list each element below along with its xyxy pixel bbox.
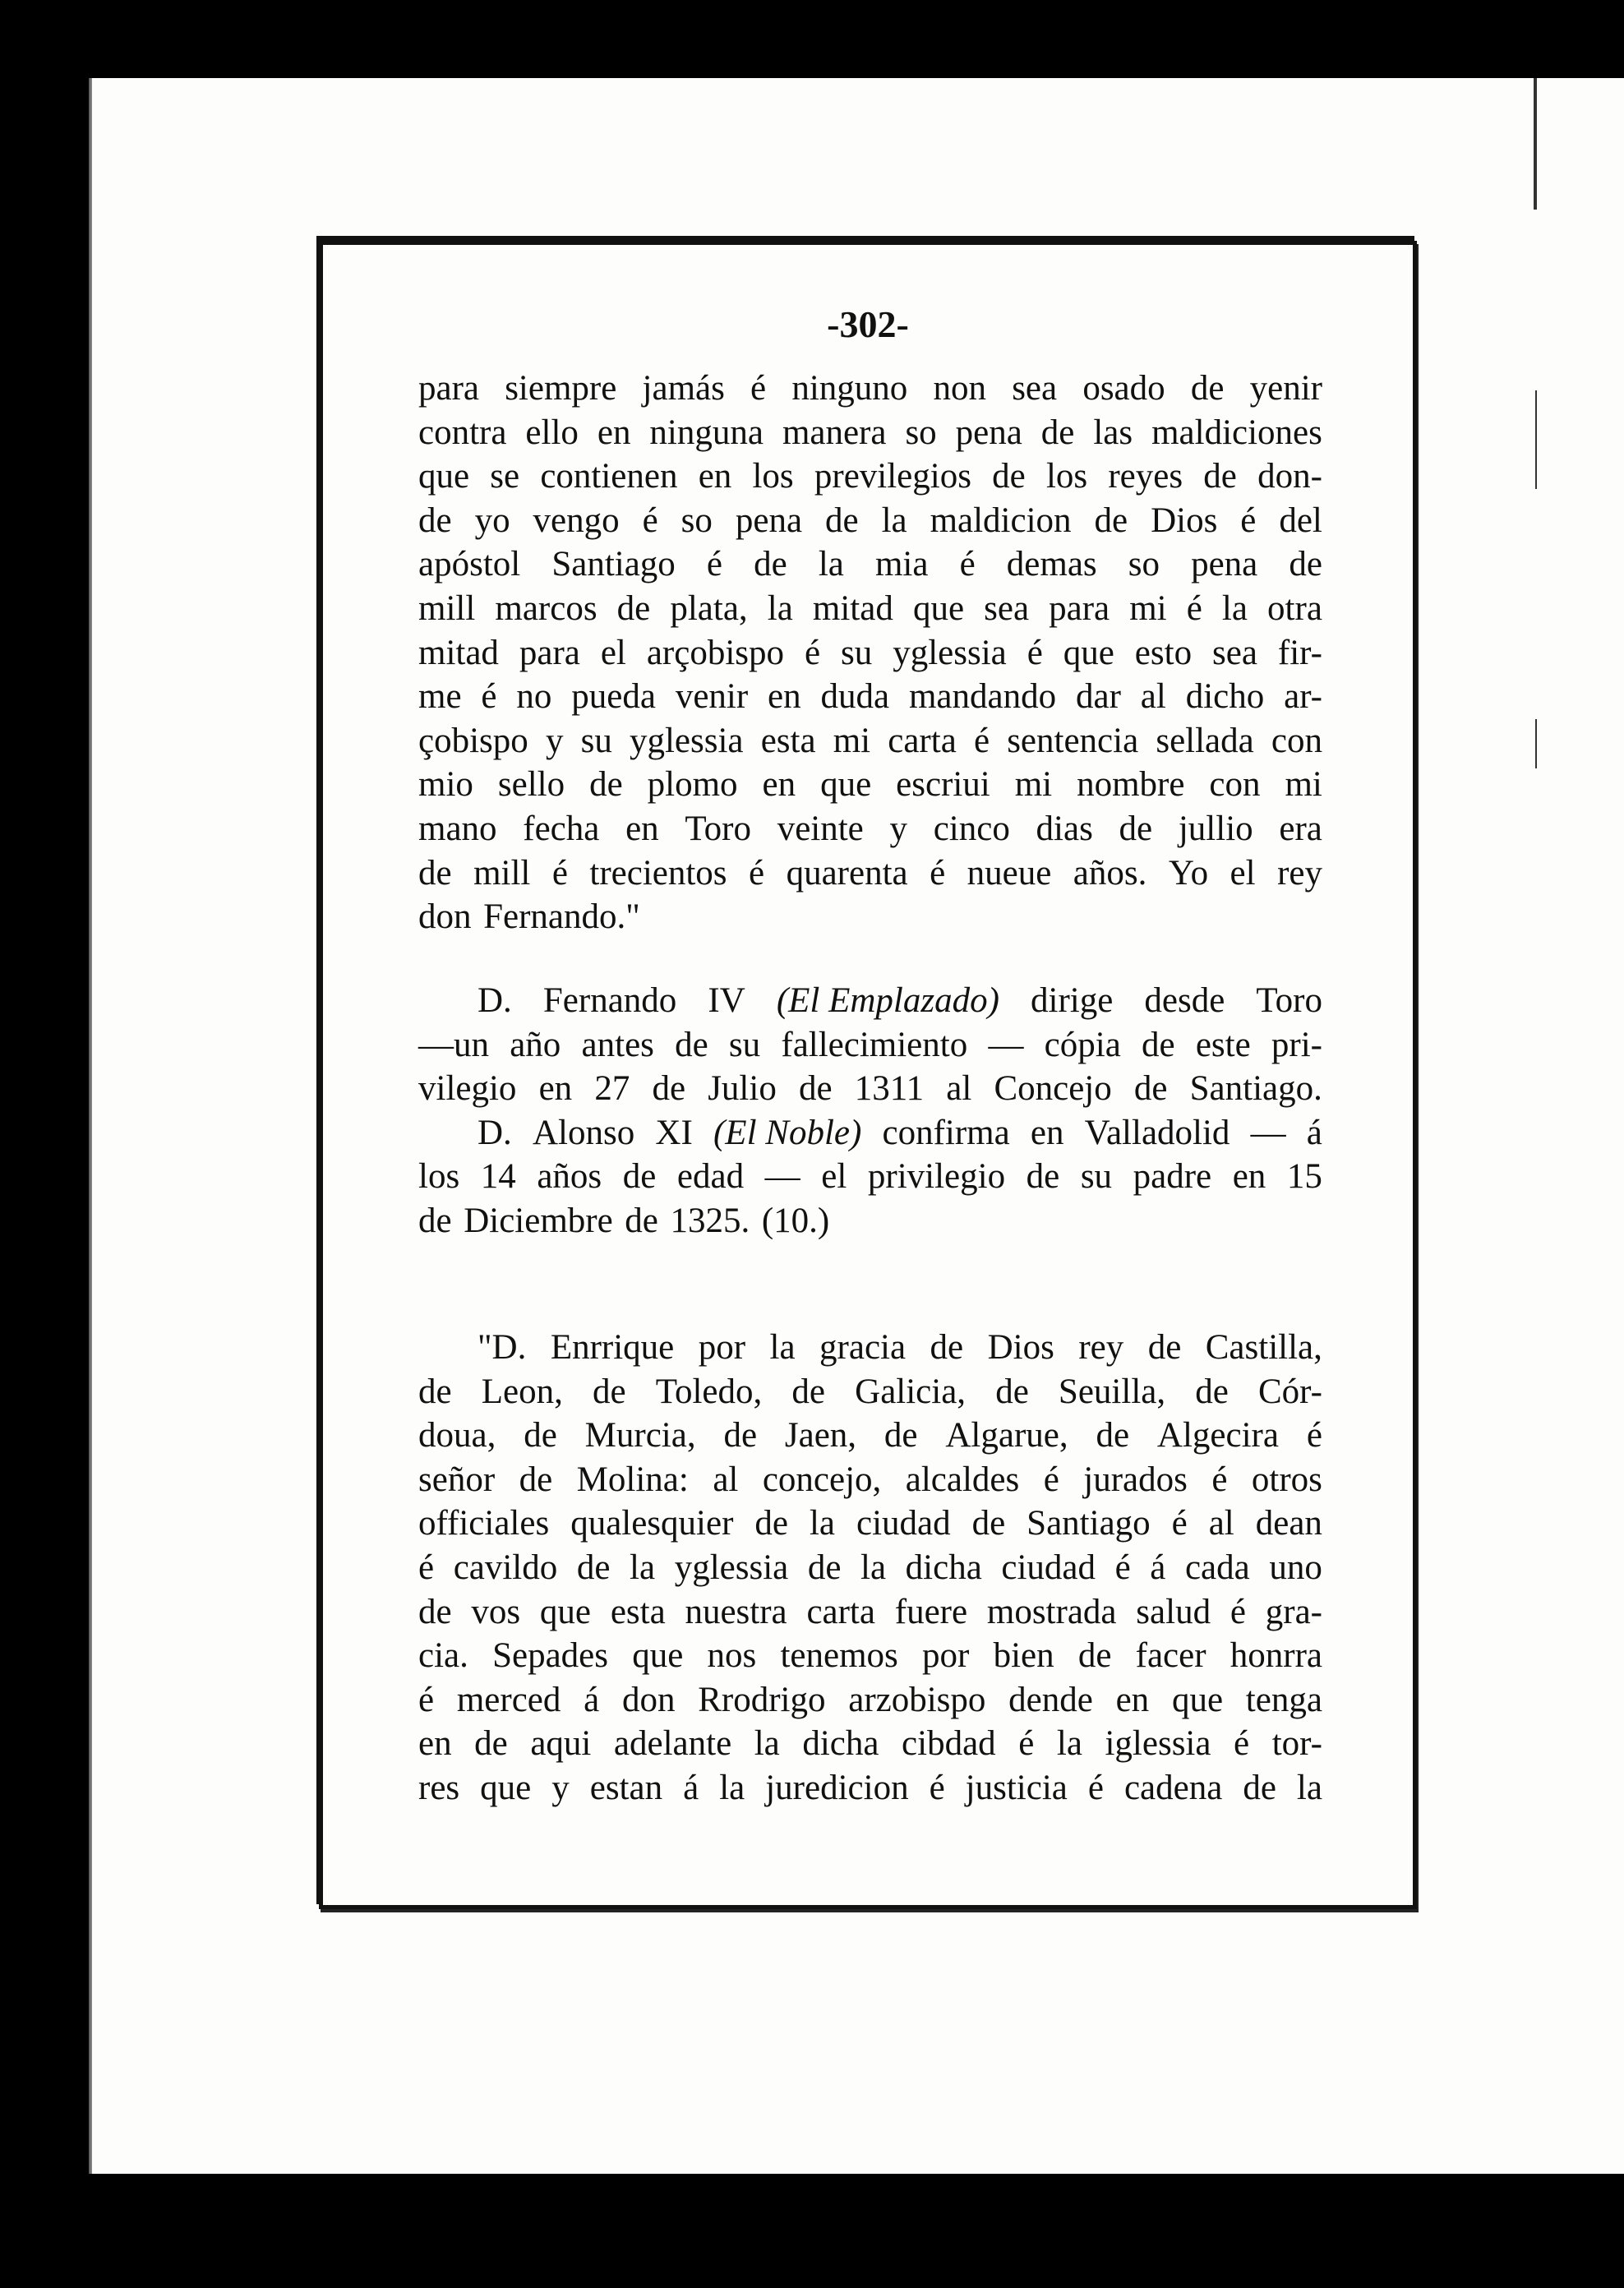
text-line: doua, de Murcia, de Jaen, de Algarue, de Algecira é (418, 1416, 1322, 1455)
text-line: en de aqui adelante la dicha cibdad é la iglessia é tor- (418, 1724, 1322, 1764)
text-line: vilegio en 27 de Julio de 1311 al Concejo de Santiago. (418, 1069, 1322, 1109)
text-block-commentary (418, 979, 1322, 1243)
text-line: de Leon, de Toledo, de Galicia, de Seuilla, de Cór- (418, 1372, 1322, 1411)
text-line: contra ello en ninguna manera so pena de las maldiciones (418, 413, 1322, 452)
text-block-enrique-letter (418, 1326, 1322, 1811)
text-line: de yo vengo é so pena de la maldicion de Dios é del (418, 501, 1322, 540)
text-line: apóstol Santiago é de la mia é demas so pena de (418, 545, 1322, 584)
text-line: "D. Enrrique por la gracia de Dios rey de Castilla, (478, 1328, 1322, 1367)
text-line: D. Fernando IV (El Emplazado) dirige desde Toro (478, 981, 1322, 1020)
facing-page-edge (1527, 78, 1624, 2174)
text-line: mio sello de plomo en que escriui mi nombre con mi (418, 765, 1322, 805)
text-line: D. Alonso XI (El Noble) confirma en Valladolid — á (478, 1113, 1322, 1152)
text-line: res que y estan á la juredicion é justicia é cadena de la (418, 1768, 1322, 1807)
text-line: para siempre jamás é ninguno non sea osado de yenir (418, 369, 1322, 408)
text-block-letter-end (418, 367, 1322, 939)
text-line: me é no pueda venir en duda mandando dar al dicho ar- (418, 677, 1322, 717)
text-line: mano fecha en Toro veinte y cinco dias de jullio era (418, 809, 1322, 848)
text-line: que se contienen en los previlegios de los reyes de don- (418, 457, 1322, 496)
text-line: de Diciembre de 1325. (10.) (418, 1201, 830, 1240)
text-line: señor de Molina: al concejo, alcaldes é jurados é otros (418, 1460, 1322, 1499)
text-line: é cavildo de la yglessia de la dicha ciudad é á cada uno (418, 1548, 1322, 1587)
text-line: —un año antes de su fallecimiento — cópia de este pri- (418, 1025, 1322, 1064)
text-line: officiales qualesquier de la ciudad de Santiago é al dean (418, 1504, 1322, 1543)
text-line: don Fernando." (418, 897, 640, 937)
text-line: çobispo y su yglessia esta mi carta é sentencia sellada con (418, 721, 1322, 760)
text-line: los 14 años de edad — el privilegio de su padre en 15 (418, 1157, 1322, 1197)
text-frame-border (319, 241, 1417, 1909)
text-line: mitad para el arçobispo é su yglessia é que esto sea fir- (418, 633, 1322, 672)
text-line: mill marcos de plata, la mitad que sea para mi é la otra (418, 588, 1322, 628)
text-line: de mill é trecientos é quarenta é nueue años. Yo el rey (418, 853, 1322, 893)
text-line: é merced á don Rrodrigo arzobispo dende en que tenga (418, 1680, 1322, 1719)
text-line: de vos que esta nuestra carta fuere mostrada salud é gra- (418, 1592, 1322, 1631)
text-line: cia. Sepades que nos tenemos por bien de facer honrra (418, 1636, 1322, 1676)
page-number: -302- (827, 303, 909, 345)
